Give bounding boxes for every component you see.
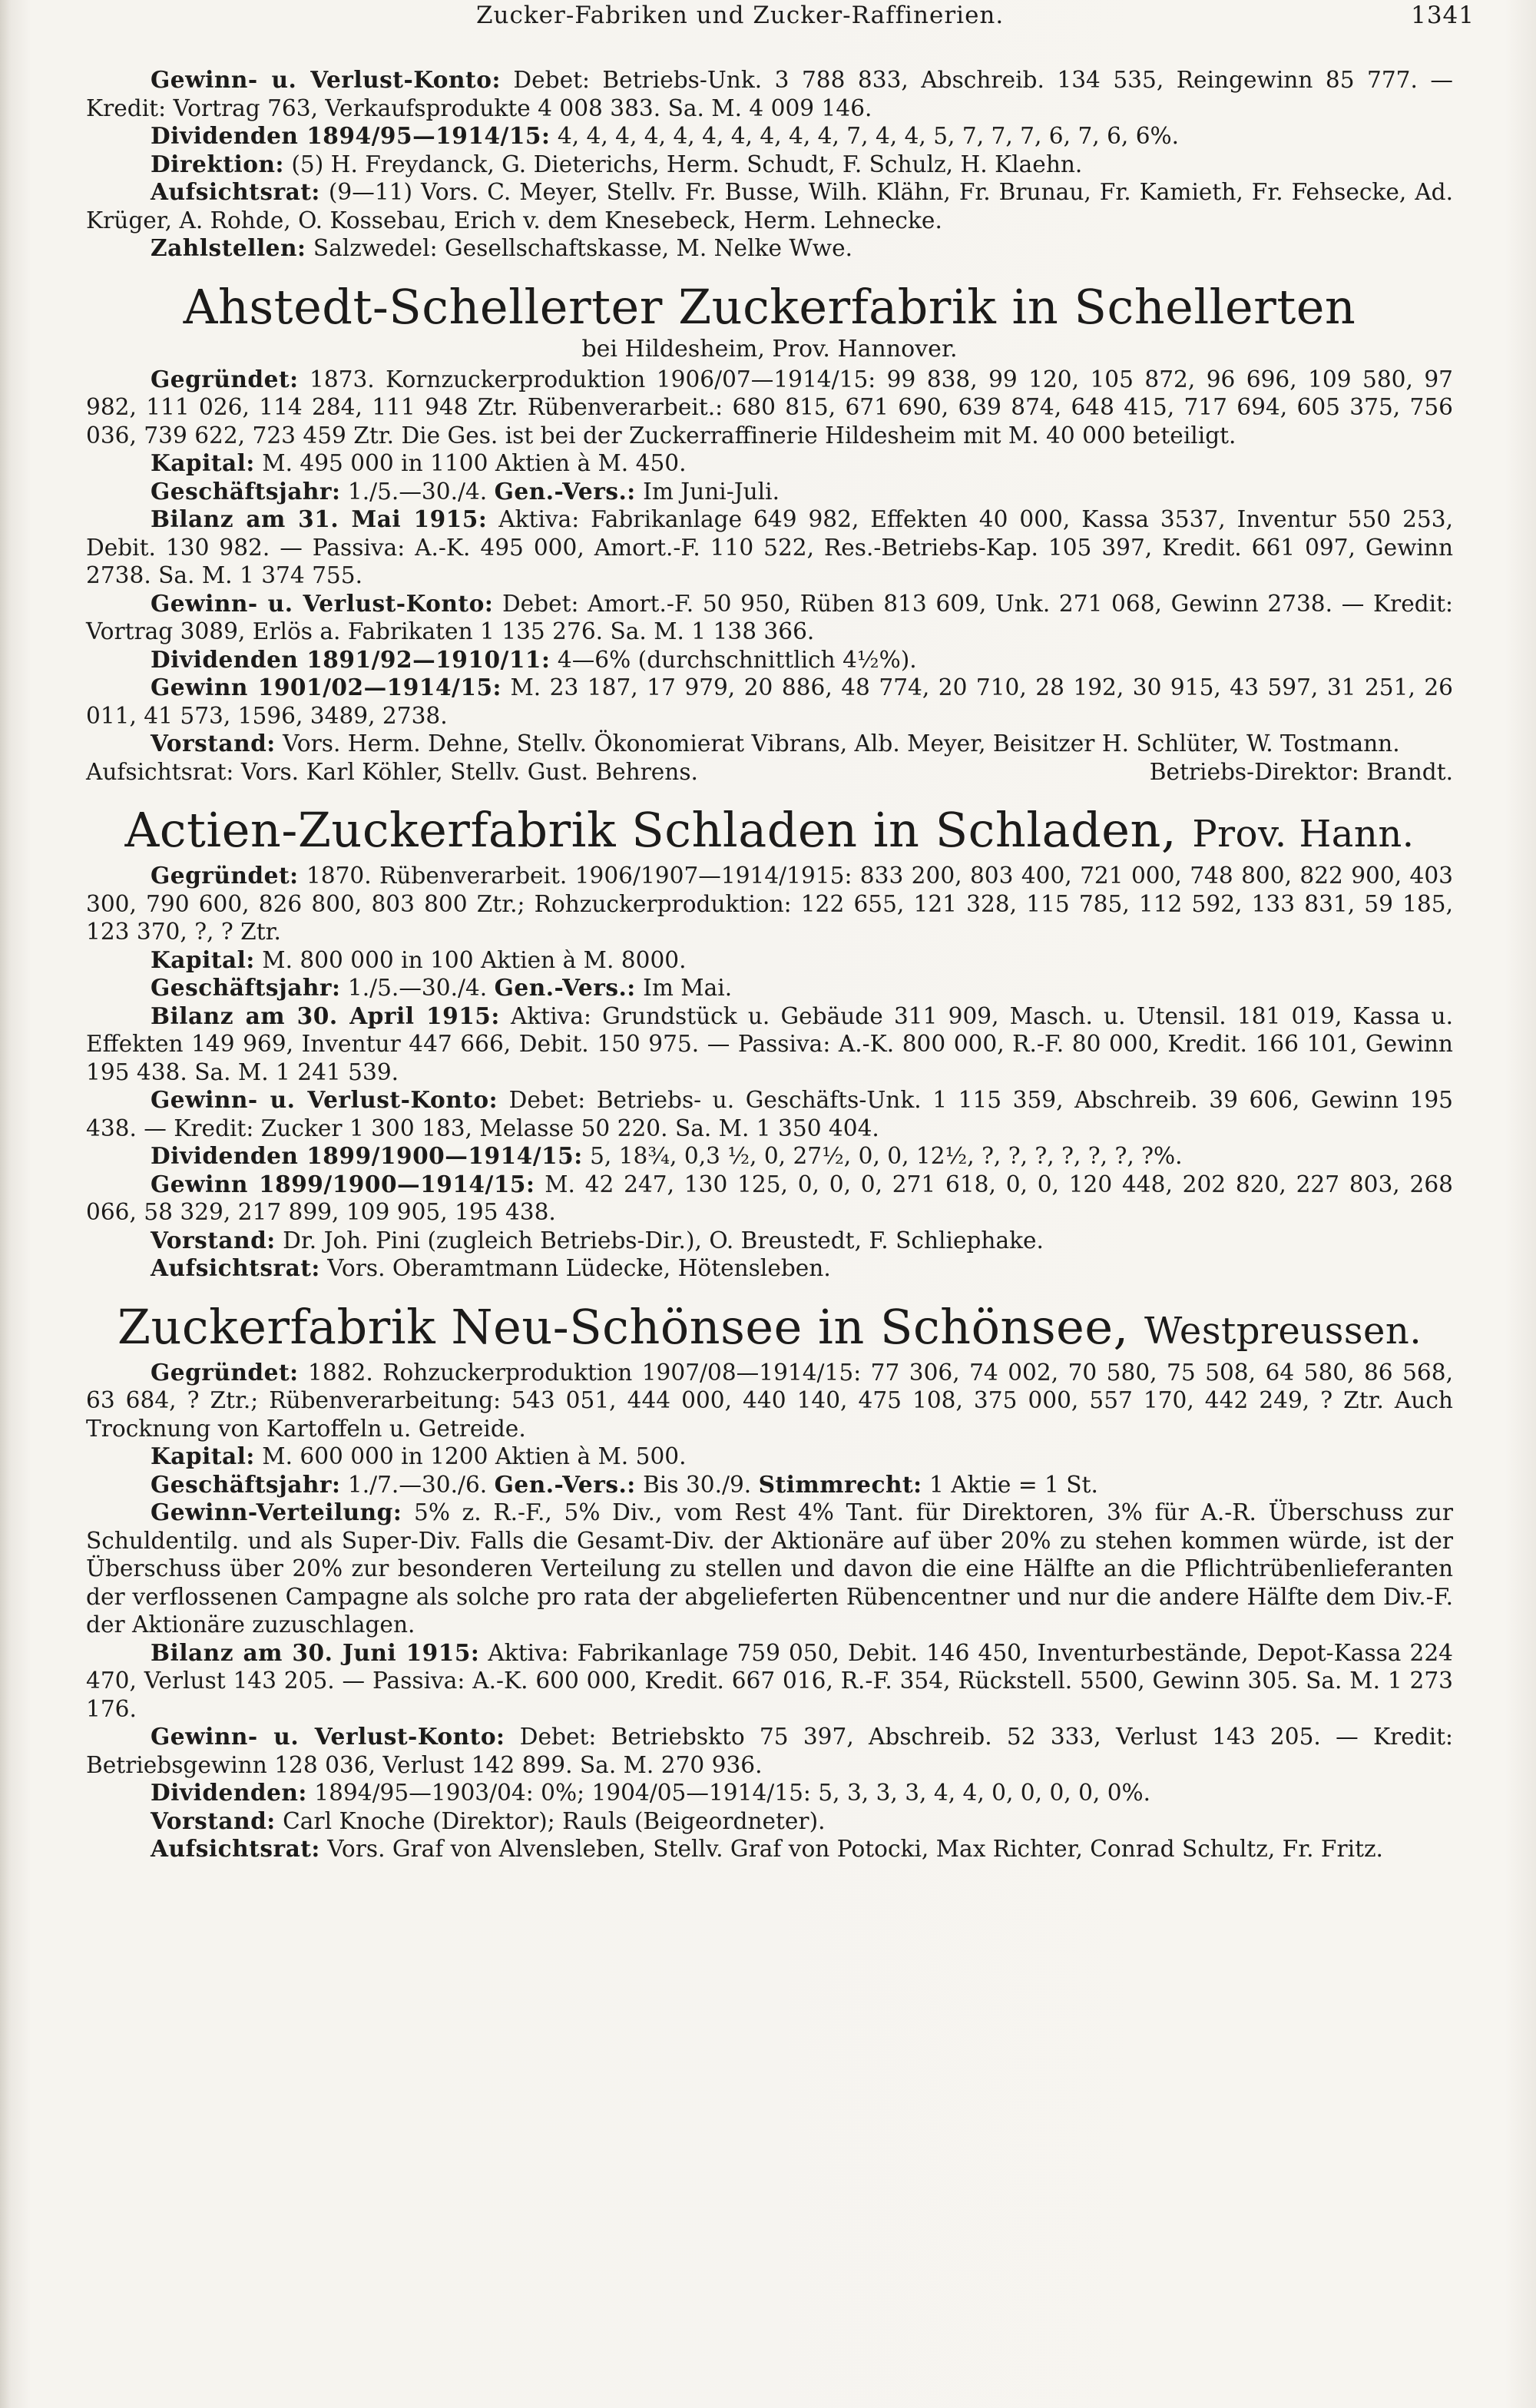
label: Gewinn-Verteilung: — [151, 1499, 402, 1525]
label: Kapital: — [151, 946, 255, 973]
ahstedt-betriebsdirektor — [1150, 758, 1453, 787]
label: Geschäftsjahr: — [151, 974, 341, 1001]
label: Gewinn- u. Verlust-Konto: — [151, 66, 501, 93]
continuation-zahlstellen — [86, 234, 1453, 263]
label: Gen.-Vers.: — [494, 974, 636, 1001]
label: Bilanz am 31. Mai 1915: — [151, 505, 488, 532]
text: Aktiva: Fabrikanlage 759 050, Debit. 146 450, Inventurbestände, Depot-Kassa 224 470, Verlust 143 205. — Passiva: A.-K. 600 000, Kredit. 667 016, R.-F. 354, Rückstell. 5500, Gewinn 305. Sa. M. 1 273 176. — [86, 1639, 1453, 1722]
text: Debet: Betriebs- u. Geschäfts-Unk. 1 115 359, Abschreib. 39 606, Gewinn 195 438. — Kredit: Zucker 1 300 183, Melasse 50 220. Sa. M. 1 350 404. — [86, 1087, 1453, 1141]
text: Im Juni-Juli. — [643, 478, 780, 505]
label: Vorstand: — [151, 1226, 276, 1254]
text: 1./5.—30./4. — [347, 478, 488, 505]
text: 4—6% (durchschnittlich 4½%). — [557, 646, 917, 673]
text: Bis 30./9. — [643, 1471, 752, 1498]
label: Bilanz am 30. Juni 1915: — [151, 1638, 480, 1666]
schladen-bilanz — [86, 1002, 1453, 1087]
label: Gen.-Vers.: — [494, 1470, 636, 1498]
text: Salzwedel: Gesellschaftskasse, M. Nelke Wwe. — [313, 235, 853, 261]
text: Brandt. — [1366, 758, 1453, 785]
text: Debet: Betriebskto 75 397, Abschreib. 52 333, Verlust 143 205. — Kredit: Betriebsgewinn 128 036, Verlust 142 899. Sa. M. 270 936. — [86, 1724, 1453, 1778]
company-subtitle-ahstedt: bei Hildesheim, Prov. Hannover. — [581, 335, 958, 363]
label: Gewinn 1901/02—1914/15: — [151, 674, 502, 701]
label: Dividenden: — [151, 1779, 307, 1806]
title-small: Westpreussen. — [1144, 1309, 1422, 1353]
label: Gegründet: — [151, 365, 299, 393]
page-number: 1341 — [1411, 2, 1475, 29]
ahstedt-gewinn — [86, 674, 1453, 730]
label: Dividenden 1899/1900—1914/15: — [151, 1142, 583, 1169]
schladen-dividenden — [86, 1142, 1453, 1171]
text: 1./5.—30./4. — [347, 975, 488, 1001]
text: Dr. Joh. Pini (zugleich Betriebs-Dir.), O. Breustedt, F. Schliephake. — [283, 1227, 1044, 1254]
label: Geschäftsjahr: — [151, 477, 341, 505]
label: Gen.-Vers.: — [494, 477, 636, 505]
label: Betriebs-Direktor: — [1149, 758, 1359, 785]
text: 1882. Rohzuckerproduktion 1907/08—1914/15: 77 306, 74 002, 70 580, 75 508, 64 580, 86 568, 63 684, ? Ztr.; Rübenverarbeitung: 543 051, 444 000, 440 140, 475 108, 375 000, 557 170, 442 249, ? Ztr. Auch Trocknung von Kartoffeln u. Getreide. — [86, 1359, 1453, 1442]
label: Kapital: — [151, 1442, 255, 1469]
text: M. 495 000 in 1100 Aktien à M. 450. — [262, 450, 687, 476]
label: Gegründet: — [151, 862, 299, 889]
ahstedt-aufsichtsrat-row — [86, 758, 1453, 787]
text: 1./7.—30./6. — [347, 1471, 488, 1498]
label: Aufsichtsrat: — [151, 1254, 320, 1281]
text: 5, 18¾, 0,3 ½, 0, 27½, 0, 0, 12½, ?, ?, ?, ?, ?, ?, ?%. — [590, 1143, 1183, 1169]
text: Aktiva: Grundstück u. Gebäude 311 909, Masch. u. Utensil. 181 019, Kassa u. Effekten 149 969, Inventur 447 666, Debit. 150 975. — Passiva: A.-K. 800 000, R.-F. 80 000, Kredit. 166 101, Gewinn 195 438. Sa. M. 1 241 539. — [86, 1002, 1453, 1085]
text: M. 600 000 in 1200 Aktien à M. 500. — [262, 1443, 687, 1469]
schoensee-vorstand — [86, 1807, 1453, 1836]
label: Aufsichtsrat: — [151, 178, 320, 205]
schladen-geschaeftsjahr — [86, 974, 1453, 1002]
schladen-aufsichtsrat — [86, 1254, 1453, 1283]
text: Carl Knoche (Direktor); Rauls (Beigeordneter). — [283, 1807, 826, 1834]
title-main: Zuckerfabrik Neu-Schönsee in Schönsee, — [117, 1298, 1129, 1355]
header-title: Zucker-Fabriken und Zucker-Raffinerien. — [476, 2, 1005, 29]
label: Gewinn 1899/1900—1914/15: — [151, 1170, 535, 1197]
schoensee-aufsichtsrat — [86, 1835, 1453, 1863]
schoensee-guv — [86, 1723, 1453, 1779]
label: Zahlstellen: — [151, 234, 306, 261]
label: Stimmrecht: — [758, 1470, 922, 1498]
label: Dividenden 1894/95—1914/15: — [151, 122, 551, 149]
continuation-dividenden — [86, 122, 1453, 151]
label: Kapital: — [151, 449, 255, 476]
ahstedt-aufsichtsrat — [86, 758, 698, 787]
text: 5% z. R.-F., 5% Div., vom Rest 4% Tant. für Direktoren, 3% für A.-R. Überschuss zur Schuldentilg. und als Super-Div. Falls die Gesamt-Div. der Aktionäre auf über 20% zu stehen kommen würde, ist der Überschuss über 20% zur besonderen Verteilung zu stellen und davon die eine Hälfte an die Pflichtrübenlieferanten der verflossenen Campagne als solche pro rata der abgelieferten Rübencentner und nur die andere Hälfte dem Div.-F. der Aktionäre zuzuschlagen. — [86, 1499, 1453, 1638]
company-title-schladen — [86, 803, 1453, 862]
label: Gewinn- u. Verlust-Konto: — [151, 1086, 498, 1113]
text: Aktiva: Fabrikanlage 649 982, Effekten 40 000, Kassa 3537, Inventur 550 253, Debit. 130 982. — Passiva: A.-K. 495 000, Amort.-F. 110 522, Res.-Betriebs-Kap. 105 397, Kredit. 661 097, Gewinn 2738. Sa. M. 1 374 755. — [86, 506, 1453, 588]
text: Vors. Herm. Dehne, Stellv. Ökonomierat Vibrans, Alb. Meyer, Beisitzer H. Schlüter, W. Tostmann. — [283, 730, 1400, 757]
schoensee-gewinnverteilung — [86, 1499, 1453, 1639]
schoensee-kapital — [86, 1442, 1453, 1471]
text: (5) H. Freydanck, G. Dieterichs, Herm. Schudt, F. Schulz, H. Klaehn. — [291, 151, 1083, 177]
schoensee-geschaeftsjahr — [86, 1471, 1453, 1499]
text: Debet: Betriebs-Unk. 3 788 833, Abschreib. 134 535, Reingewinn 85 777. — Kredit: Vortrag 763, Verkaufsprodukte 4 008 383. Sa. M. 4 009 146. — [86, 67, 1453, 121]
label: Direktion: — [151, 150, 284, 177]
title-small: Prov. Hann. — [1192, 813, 1415, 856]
label: Bilanz am 30. April 1915: — [151, 1002, 500, 1029]
continuation-guv — [86, 66, 1453, 122]
label: Vorstand: — [151, 1807, 276, 1834]
text: M. 42 247, 130 125, 0, 0, 0, 271 618, 0, 0, 120 448, 202 820, 227 803, 268 066, 58 329, 217 899, 109 905, 195 438. — [86, 1171, 1453, 1225]
running-header — [323, 0, 1475, 31]
ahstedt-vorstand — [86, 730, 1453, 758]
company-title-ahstedt: Ahstedt-Schellerter Zuckerfabrik in Schellerten — [183, 278, 1356, 335]
schladen-gegruendet — [86, 862, 1453, 946]
schladen-guv — [86, 1086, 1453, 1142]
schoensee-dividenden — [86, 1779, 1453, 1807]
text: 4, 4, 4, 4, 4, 4, 4, 4, 4, 4, 7, 4, 4, 5, 7, 7, 7, 6, 7, 6, 6%. — [557, 123, 1180, 149]
text: Vors. Oberamtmann Lüdecke, Hötensleben. — [327, 1255, 831, 1281]
text: 1 Aktie = 1 St. — [929, 1471, 1098, 1498]
ahstedt-gegruendet — [86, 366, 1453, 450]
text: Vors. Karl Köhler, Stellv. Gust. Behrens. — [240, 758, 698, 785]
text: Im Mai. — [643, 975, 733, 1001]
text: M. 23 187, 17 979, 20 886, 48 774, 20 710, 28 192, 30 915, 43 597, 31 251, 26 011, 41 573, 1596, 3489, 2738. — [86, 674, 1453, 729]
label: Geschäftsjahr: — [151, 1470, 341, 1498]
schladen-vorstand — [86, 1227, 1453, 1255]
page-content — [86, 66, 1453, 1863]
ahstedt-geschaeftsjahr — [86, 478, 1453, 506]
text: 1870. Rübenverarbeit. 1906/1907—1914/1915: 833 200, 803 400, 721 000, 748 800, 822 900, 403 300, 790 600, 826 800, 803 800 Ztr.; Rohzuckerproduktion: 122 655, 121 328, 115 785, 112 592, 133 831, 59 185, 123 370, ?, ? Ztr. — [86, 863, 1453, 945]
company-title-schoensee — [86, 1300, 1453, 1359]
text: M. 800 000 in 100 Aktien à M. 8000. — [262, 946, 687, 973]
schoensee-gegruendet — [86, 1359, 1453, 1443]
title-main: Actien-Zuckerfabrik Schladen in Schladen, — [124, 802, 1177, 858]
text: (9—11) Vors. C. Meyer, Stellv. Fr. Busse, Wilh. Klähn, Fr. Brunau, Fr. Kamieth, Fr. Fehsecke, Ad. Krüger, A. Rohde, O. Kossebau, Erich v. dem Knesebeck, Herm. Lehnecke. — [86, 179, 1453, 234]
continuation-direktion — [86, 151, 1453, 179]
label: Gewinn- u. Verlust-Konto: — [151, 1723, 505, 1750]
text: 1873. Kornzuckerproduktion 1906/07—1914/15: 99 838, 99 120, 105 872, 96 696, 109 580, 97 982, 111 026, 114 284, 111 948 Ztr. Rübenverarbeit.: 680 815, 671 690, 639 874, 648 415, 717 694, 605 375, 756 036, 739 622, 723 459 Ztr. Die Ges. ist bei der Zuckerraffinerie Hildesheim mit M. 40 000 beteiligt. — [86, 366, 1453, 449]
ahstedt-dividenden — [86, 646, 1453, 674]
text: Debet: Amort.-F. 50 950, Rüben 813 609, Unk. 271 068, Gewinn 2738. — Kredit: Vortrag 3089, Erlös a. Fabrikaten 1 135 276. Sa. M. 1 138 366. — [86, 590, 1453, 644]
schladen-kapital — [86, 946, 1453, 975]
text: Vors. Graf von Alvensleben, Stellv. Graf von Potocki, Max Richter, Conrad Schultz, Fr. Fritz. — [327, 1836, 1383, 1862]
label: Dividenden 1891/92—1910/11: — [151, 645, 551, 673]
label: Aufsichtsrat: — [86, 758, 234, 785]
schladen-gewinn — [86, 1171, 1453, 1227]
ahstedt-guv — [86, 590, 1453, 646]
text: 1894/95—1903/04: 0%; 1904/05—1914/15: 5, 3, 3, 3, 4, 4, 0, 0, 0, 0, 0%. — [314, 1780, 1151, 1806]
ahstedt-bilanz — [86, 505, 1453, 590]
label: Gewinn- u. Verlust-Konto: — [151, 589, 494, 617]
continuation-aufsichtsrat — [86, 178, 1453, 234]
label: Aufsichtsrat: — [151, 1835, 320, 1862]
ahstedt-kapital — [86, 449, 1453, 478]
schoensee-bilanz — [86, 1639, 1453, 1724]
label: Gegründet: — [151, 1358, 299, 1386]
label: Vorstand: — [151, 730, 276, 757]
